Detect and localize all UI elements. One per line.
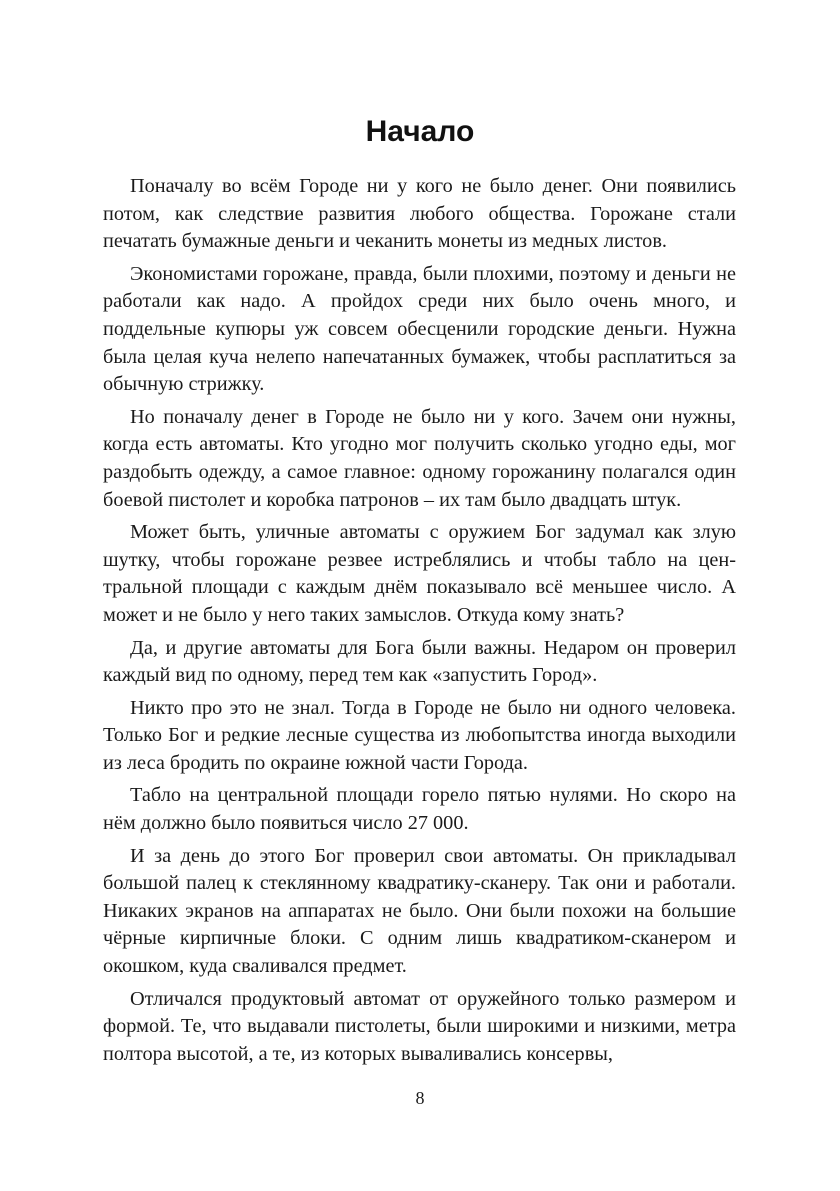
chapter-title: Начало — [365, 115, 475, 148]
chapter-body — [103, 173, 736, 1073]
paragraph: Поначалу во всём Городе ни у кого не было денег. Они появились потом, как следствие развития любого общества. Горожане стали печатать бумажные деньги и чеканить монеты из медных листов. — [103, 175, 736, 253]
page-number: 8 — [415, 1088, 425, 1108]
paragraph: Но поначалу денег в Городе не было ни у кого. Зачем они нужны, когда есть автоматы. Кто угодно мог получить сколько угодно еды, мог раздобыть одежду, а самое главное: одному горожанину полагался один боевой пистолет и коробка патронов – их там было двадцать штук. — [103, 405, 736, 511]
paragraph: И за день до этого Бог проверил свои автоматы. Он прикладывал большой палец к стеклянному квадратику-сканеру. Так они и работали. Никаких экранов на аппаратах не было. Они были похожи на большие чёрные кирпичные блоки. С одним лишь квадратиком-сканером и окошком, куда сваливался предмет. — [103, 844, 736, 978]
paragraph: Да, и другие автоматы для Бога были важны. Недаром он проверил каждый вид по одному, перед тем как «запустить Город». — [103, 636, 736, 687]
paragraph: Экономистами горожане, правда, были плохими, поэтому и деньги не работали как надо. А пройдох среди них было очень много, и поддельные купюры уж совсем обесценили городские деньги. Нужна была целая куча нелепо напечатанных бумажек, чтобы расплатиться за обычную стрижку. — [103, 262, 736, 396]
paragraph: Отличался продуктовый автомат от оружейного только размером и формой. Те, что выдавали пистолеты, были широкими и низкими, метра полтора высотой, а те, из которых вываливались консервы, — [103, 987, 736, 1065]
paragraph: Может быть, уличные автоматы с оружием Бог задумал как злую шутку, чтобы горожане резвее истреблялись и чтобы табло на центральной площади с каждым днём показывало всё меньшее число. А может и не было у него таких замыслов. Откуда кому знать? — [103, 521, 736, 626]
paragraph: Табло на центральной площади горело пятью нулями. Но скоро на нём должно было появиться число 27 000. — [103, 784, 736, 835]
paragraph: Никто про это не знал. Тогда в Городе не было ни одного человека. Только Бог и редкие лесные существа из любопытства иногда выходили из леса бродить по окраине южной части Города. — [103, 696, 736, 774]
